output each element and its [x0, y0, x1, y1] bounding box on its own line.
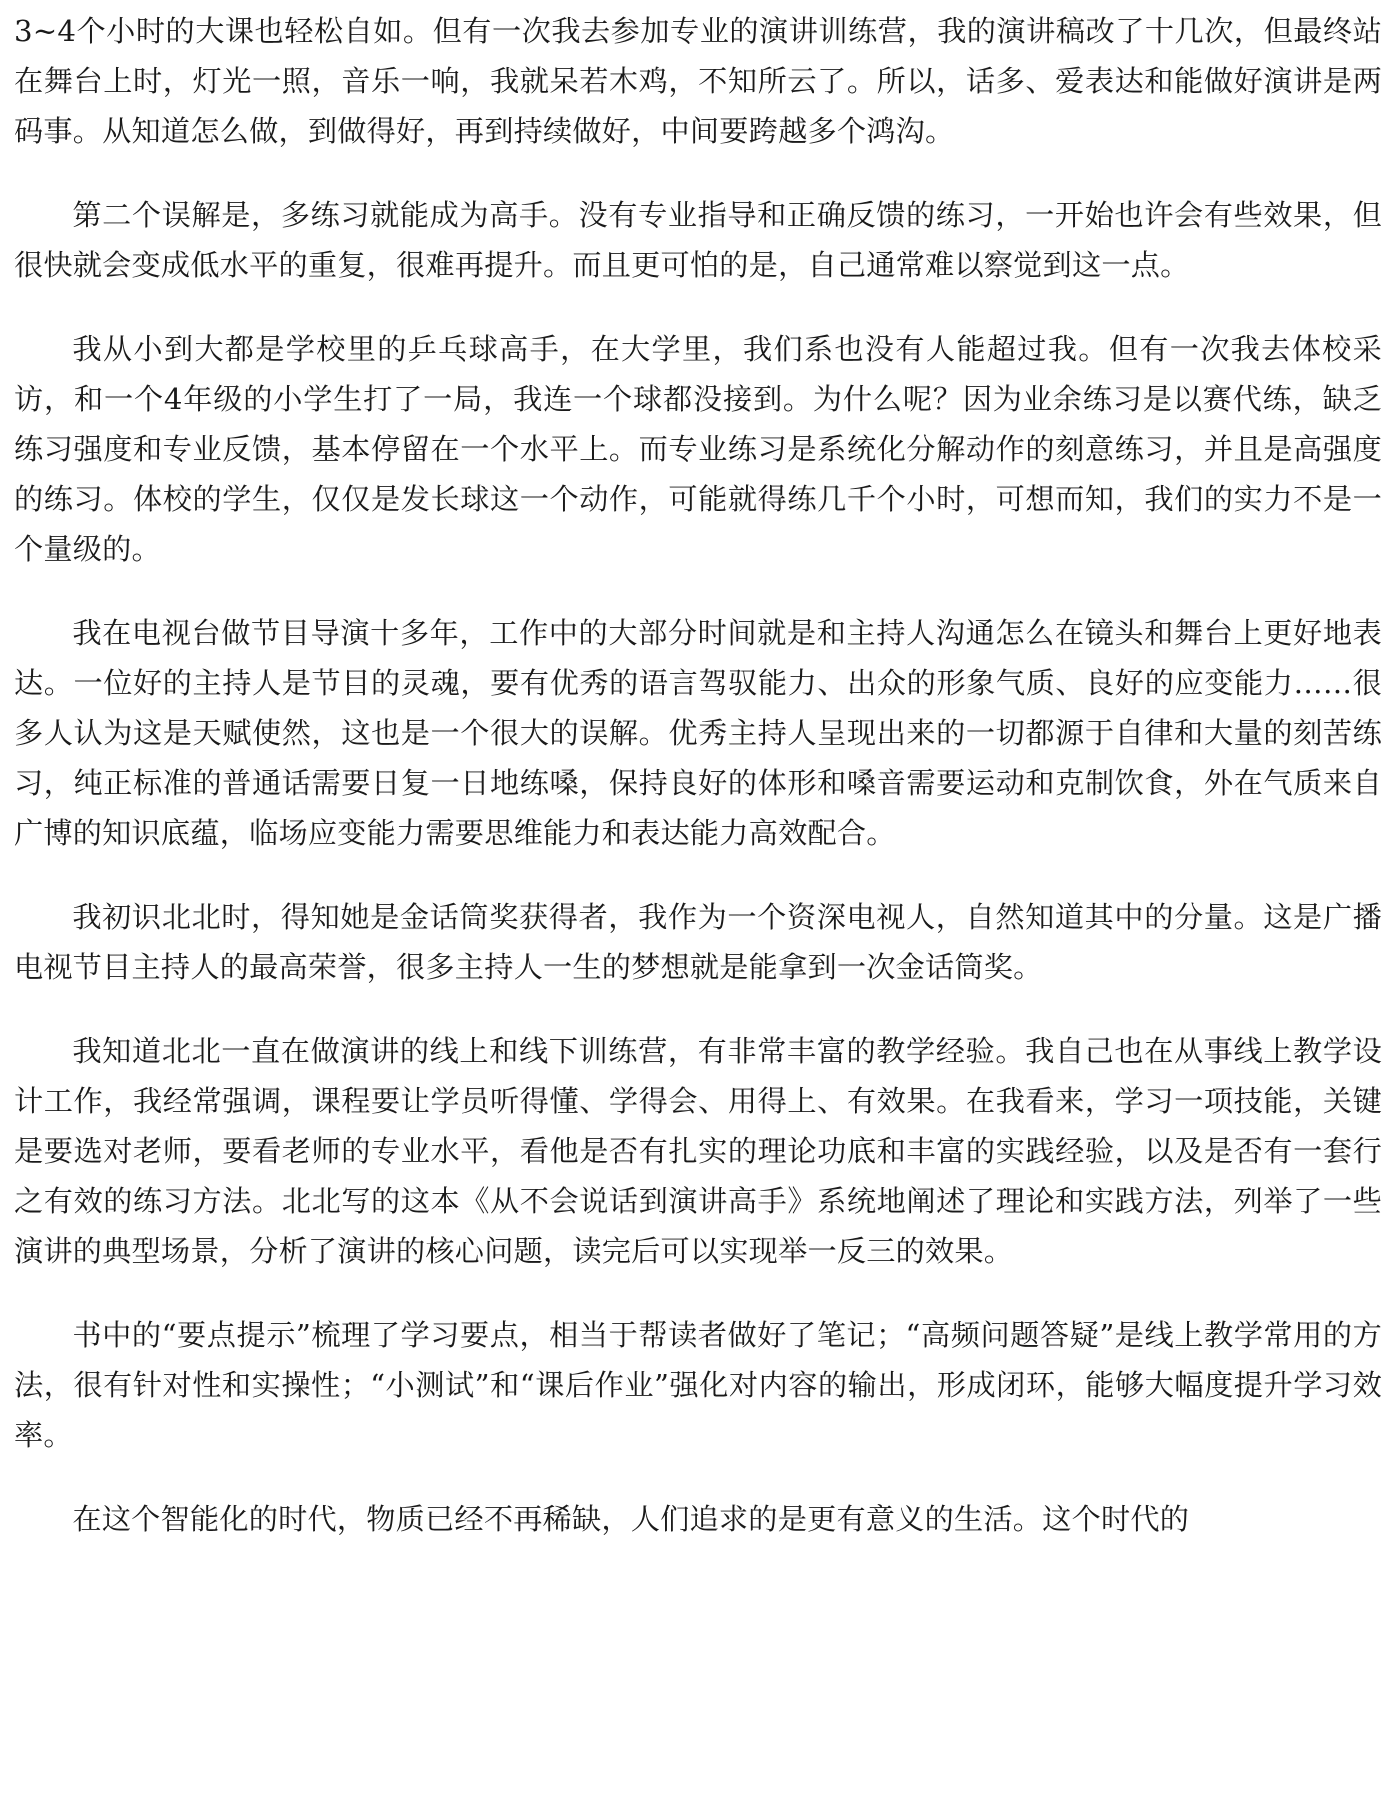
- paragraph-5: 我初识北北时，得知她是金话筒奖获得者，我作为一个资深电视人，自然知道其中的分量。这是广播电视节目主持人的最高荣誉，很多主持人一生的梦想就是能拿到一次金话筒奖。: [14, 900, 1382, 984]
- paragraph-1: 3~4个小时的大课也轻松自如。但有一次我去参加专业的演讲训练营，我的演讲稿改了十几次，但最终站在舞台上时，灯光一照，音乐一响，我就呆若木鸡，不知所云了。所以，话多、爱表达和能做好演讲是两码事。从知道怎么做，到做得好，再到持续做好，中间要跨越多个鸿沟。: [14, 14, 1382, 148]
- document-page: [14, 6, 1382, 1578]
- paragraph-4: 我在电视台做节目导演十多年，工作中的大部分时间就是和主持人沟通怎么在镜头和舞台上更好地表达。一位好的主持人是节目的灵魂，要有优秀的语言驾驭能力、出众的形象气质、良好的应变能力……很多人认为这是天赋使然，这也是一个很大的误解。优秀主持人呈现出来的一切都源于自律和大量的刻苦练习，纯正标准的普通话需要日复一日地练嗓，保持良好的体形和嗓音需要运动和克制饮食，外在气质来自广博的知识底蕴，临场应变能力需要思维能力和表达能力高效配合。: [14, 616, 1382, 850]
- paragraph-3: 我从小到大都是学校里的乒乓球高手，在大学里，我们系也没有人能超过我。但有一次我去体校采访，和一个4年级的小学生打了一局，我连一个球都没接到。为什么呢？因为业余练习是以赛代练，缺乏练习强度和专业反馈，基本停留在一个水平上。而专业练习是系统化分解动作的刻意练习，并且是高强度的练习。体校的学生，仅仅是发长球这一个动作，可能就得练几千个小时，可想而知，我们的实力不是一个量级的。: [14, 332, 1382, 566]
- paragraph-8: 在这个智能化的时代，物质已经不再稀缺，人们追求的是更有意义的生活。这个时代的: [72, 1502, 1190, 1536]
- paragraph-2: 第二个误解是，多练习就能成为高手。没有专业指导和正确反馈的练习，一开始也许会有些效果，但很快就会变成低水平的重复，很难再提升。而且更可怕的是，自己通常难以察觉到这一点。: [14, 198, 1382, 282]
- paragraph-6: 我知道北北一直在做演讲的线上和线下训练营，有非常丰富的教学经验。我自己也在从事线上教学设计工作，我经常强调，课程要让学员听得懂、学得会、用得上、有效果。在我看来，学习一项技能，关键是要选对老师，要看老师的专业水平，看他是否有扎实的理论功底和丰富的实践经验，以及是否有一套行之有效的练习方法。北北写的这本《从不会说话到演讲高手》系统地阐述了理论和实践方法，列举了一些演讲的典型场景，分析了演讲的核心问题，读完后可以实现举一反三的效果。: [14, 1034, 1382, 1268]
- paragraph-7: 书中的“要点提示”梳理了学习要点，相当于帮读者做好了笔记；“高频问题答疑”是线上教学常用的方法，很有针对性和实操性；“小测试”和“课后作业”强化对内容的输出，形成闭环，能够大幅度提升学习效率。: [14, 1318, 1382, 1452]
